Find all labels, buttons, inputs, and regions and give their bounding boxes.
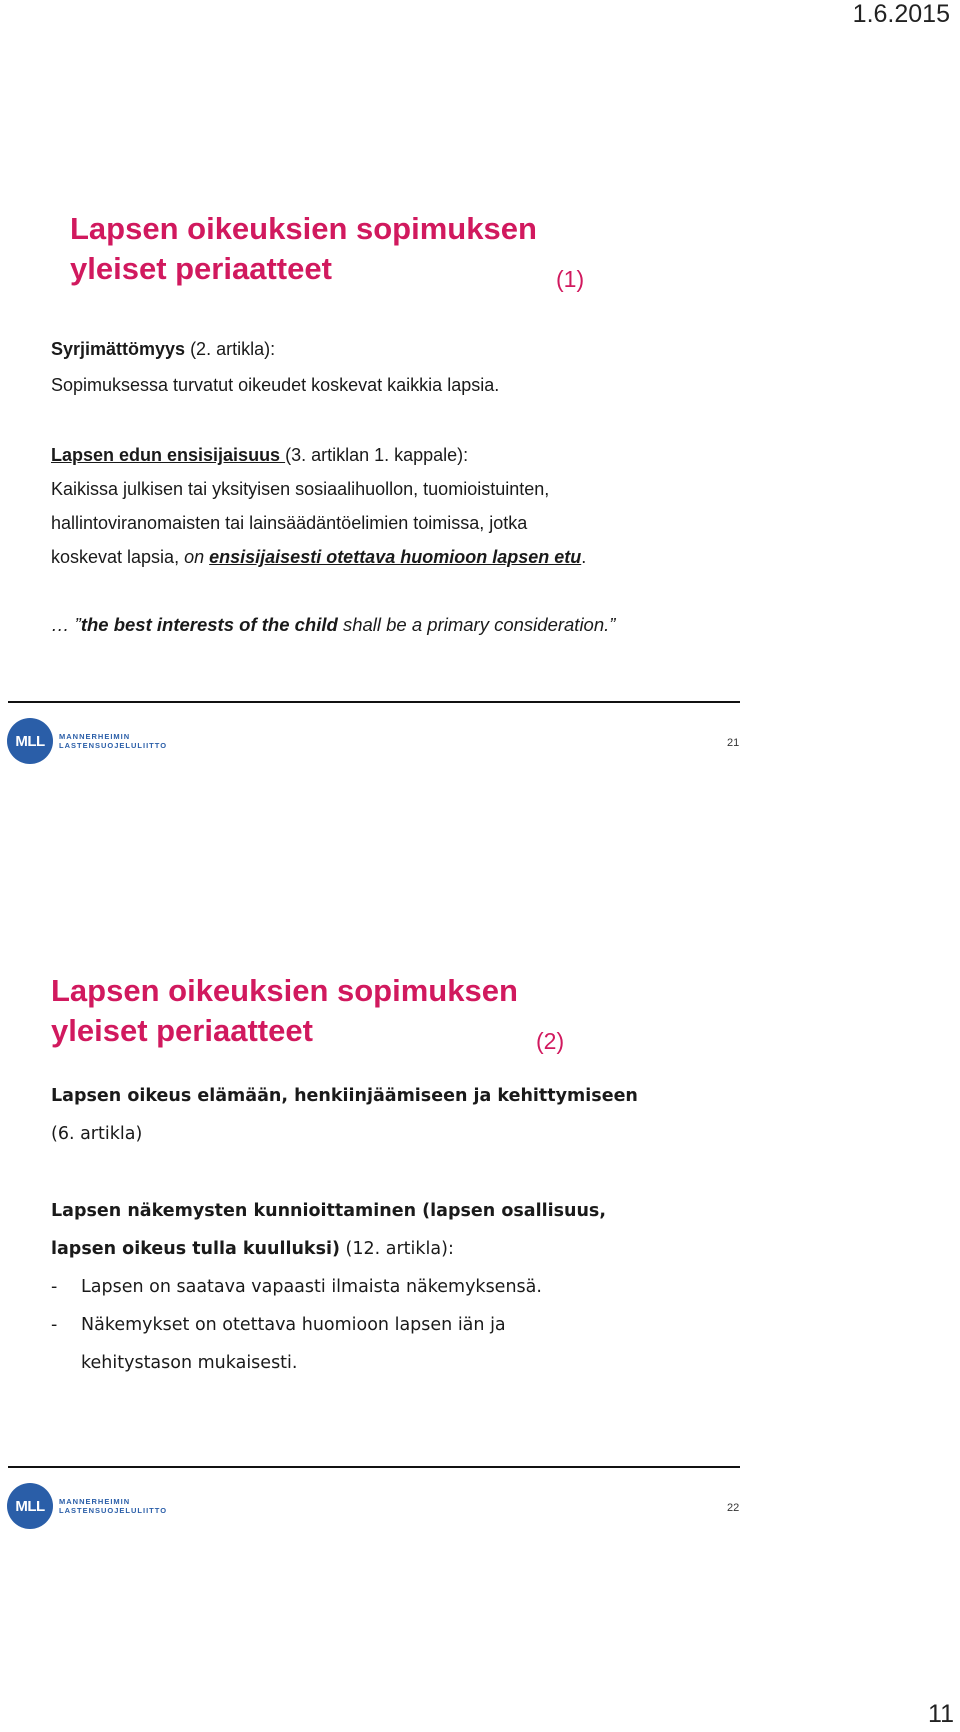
page-number: 11: [928, 1700, 954, 1728]
slide2-title-line1: Lapsen oikeuksien sopimuksen: [51, 973, 518, 1008]
slide1-title: [70, 209, 630, 293]
dash-bullet: -: [51, 1315, 58, 1335]
slide2-title: [51, 971, 611, 1055]
best-interests-line1: Kaikissa julkisen tai yksityisen sosiaalihuollon, tuomioistuinten,: [51, 479, 550, 499]
slide1-number: 21: [727, 737, 740, 749]
english-quote: … ”the best interests of the child shall be a primary consideration.”: [51, 614, 616, 635]
right-to-life-article: (6. artikla): [51, 1124, 143, 1144]
principle-nondiscrimination-label: Syrjimättömyys: [51, 339, 186, 359]
mll-logo-mark: MLL: [7, 1483, 53, 1529]
slide1-title-line2: yleiset periaatteet: [70, 251, 332, 286]
document-date: 1.6.2015: [852, 0, 950, 28]
best-interests-line3: koskevat lapsia, on ensisijaisesti otettava huomioon lapsen etu.: [51, 547, 587, 567]
slide2-title-number: (2): [536, 1028, 565, 1054]
slide2-footer-rule: [8, 1466, 740, 1468]
right-to-life: Lapsen oikeus elämään, henkiinjäämiseen ja kehittymiseen: [51, 1086, 638, 1106]
slide1-title-line1: Lapsen oikeuksien sopimuksen: [70, 211, 537, 246]
best-interests-emphasis: ensisijaisesti otettava huomioon lapsen etu: [209, 547, 582, 567]
principle-best-interests: Lapsen edun ensisijaisuus (3. artiklan 1. kappale):: [51, 445, 469, 465]
respect-for-views: Lapsen näkemysten kunnioittaminen (lapsen osallisuus,: [51, 1201, 606, 1221]
slide2-mll-logo: [7, 1483, 167, 1529]
mll-logo-text: MANNERHEIMIN LASTENSUOJELULIITTO: [59, 1497, 168, 1515]
slide2-number: 22: [727, 1502, 740, 1514]
principle-best-interests-label: Lapsen edun ensisijaisuus: [51, 445, 286, 465]
best-interests-line2: hallintoviranomaisten tai lainsäädäntöelimien toimissa, jotka: [51, 513, 528, 533]
mll-logo-mark: MLL: [7, 718, 53, 764]
right-to-be-heard: lapsen oikeus tulla kuulluksi) (12. artikla):: [51, 1239, 454, 1259]
slide1-mll-logo: [7, 718, 167, 764]
dash-bullet: -: [51, 1277, 58, 1297]
slide1-title-number: (1): [556, 266, 585, 292]
slide1-footer-rule: [8, 701, 740, 703]
principle-nondiscrimination: Syrjimättömyys (2. artikla):: [51, 339, 276, 359]
mll-logo-text: MANNERHEIMIN LASTENSUOJELULIITTO: [59, 732, 168, 750]
slide2-title-line2: yleiset periaatteet: [51, 1013, 313, 1048]
principle-nondiscrimination-text: Sopimuksessa turvatut oikeudet koskevat kaikkia lapsia.: [51, 375, 500, 395]
